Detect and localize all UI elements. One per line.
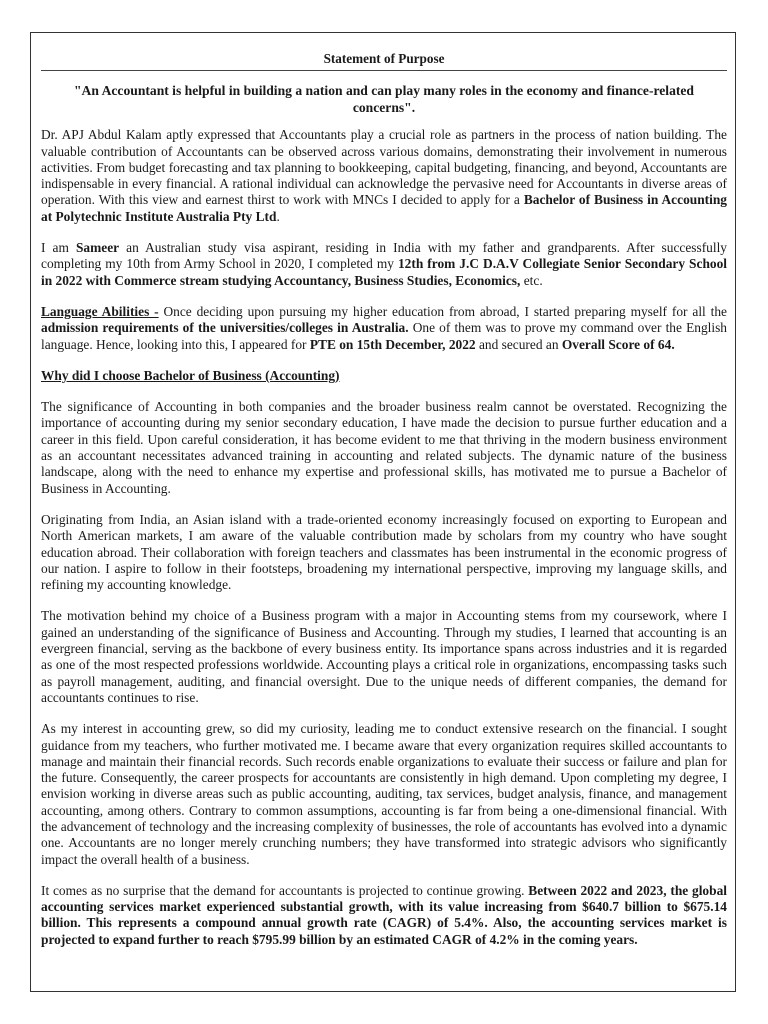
applicant-name: Sameer — [75, 240, 120, 256]
document-page — [30, 32, 736, 992]
language-abilities-label: Language Abilities - — [41, 303, 159, 319]
paragraph-interest: As my interest in accounting grew, so did my curiosity, leading me to conduct extensive research on the financial. I sought guidance from my teachers, who further motivated me. I became aware that every organization requires skilled accountants to manage and maintain their financial records. Such records enable organizations to evaluate their success or failure and plan for the future. Consequently, the career prospects for accountants are consistently in high demand. Upon completing my degree, I envision working in diverse areas such as public accounting, auditing, tax services, budget analysis, finance, and management accounting, among others. Contrary to common assumptions, accounting is far from being a one-dimensional financial. With the advancement of technology and the increasing complexity of businesses, the role of accountants has evolved into a dynamic one. Accountants are no longer merely crunching numbers; they have transformed into strategic advisors who significantly impact the overall health of a business. — [41, 721, 727, 867]
paragraph-language-abilities: Language Abilities - Once deciding upon pursuing my higher education from abroad, I started preparing myself for all the admission requirements of the universities/colleges in Australia. One of them was to prove my command over the English language. Hence, looking into this, I appeared for PTE on 15th December, 2022 and secured an Overall Score of 64. — [41, 303, 727, 352]
document-body — [41, 51, 727, 963]
section-heading: Why did I choose Bachelor of Business (Accounting) — [41, 367, 340, 383]
paragraph-significance: The significance of Accounting in both companies and the broader business realm cannot be overstated. Recognizing the importance of accounting during my senior secondary education, I have made the decision to pursue further education and a career in this field. Upon careful consideration, it has become evident to me that thriving in the modern business environment as an accountant necessitates advanced training in accounting and related subjects. The dynamic nature of the business landscape, along with the need to enhance my expertise and professional skills, has motivated me to pursue a Bachelor of Business in Accounting. — [41, 399, 727, 496]
paragraph-origin: Originating from India, an Asian island with a trade-oriented economy increasingly focused on exporting to European and North American markets, I am aware of the valuable contribution made by scholars from my country who have sought education abroad. Their collaboration with foreign teachers and classmates has been instrumental in the economic progress of our nation. I aspire to follow in their footsteps, broadening my international perspective, improving my language skills, and refining my accounting knowledge. — [41, 511, 727, 593]
paragraph-market-growth: It comes as no surprise that the demand for accountants is projected to continue growing. Between 2022 and 2023, the global accounting services market experienced substantial growth, with its value increasing from $640.7 billion to $675.14 billion. This represents a compound annual growth rate (CAGR) of 5.4%. Also, the accounting services market is projected to expand further to reach $795.99 billion by an estimated CAGR of 4.2% in the coming years. — [41, 882, 727, 947]
paragraph-background: I am Sameer an Australian study visa aspirant, residing in India with my father and grandparents. After successfully completing my 10th from Army School in 2020, I completed my 12th from J.C D.A.V Collegiate Senior Secondary School in 2022 with Commerce stream studying Accountancy, Business Studies, Economics, etc. — [41, 240, 728, 288]
opening-quote: "An Accountant is helpful in building a nation and can play many roles in the economy and finance-related concerns". — [74, 83, 694, 115]
paragraph-motivation: The motivation behind my choice of a Business program with a major in Accounting stems from my coursework, where I gained an understanding of the significance of Business and Accounting. Through my studies, I learned that accounting is an evergreen financial, serving as the backbone of every business entity. Its importance spans across industries and it is regarded as one of the most respected professions worldwide. Accounting plays a critical role in organizations, encompassing tasks such as payroll management, auditing, and financial oversight. Due to the unique needs of different companies, the demand for accountants continues to rise. — [41, 608, 727, 705]
document-title: Statement of Purpose — [41, 51, 727, 71]
paragraph-intro: Dr. APJ Abdul Kalam aptly expressed that Accountants play a crucial role as partners in the process of nation building. The valuable contribution of Accountants can be observed across various domains, demonstrating their involvement in numerous activities. From budget forecasting and tax planning to bookkeeping, capital budgeting, financing, and beyond, Accountants are indispensable in every financial. A rational individual can acknowledge the pervasive need for Accountants in diverse areas of operation. With this view and earnest thirst to work with MNCs I decided to apply for a Bachelor of Business in Accounting at Polytechnic Institute Australia Pty Ltd. — [41, 127, 727, 224]
